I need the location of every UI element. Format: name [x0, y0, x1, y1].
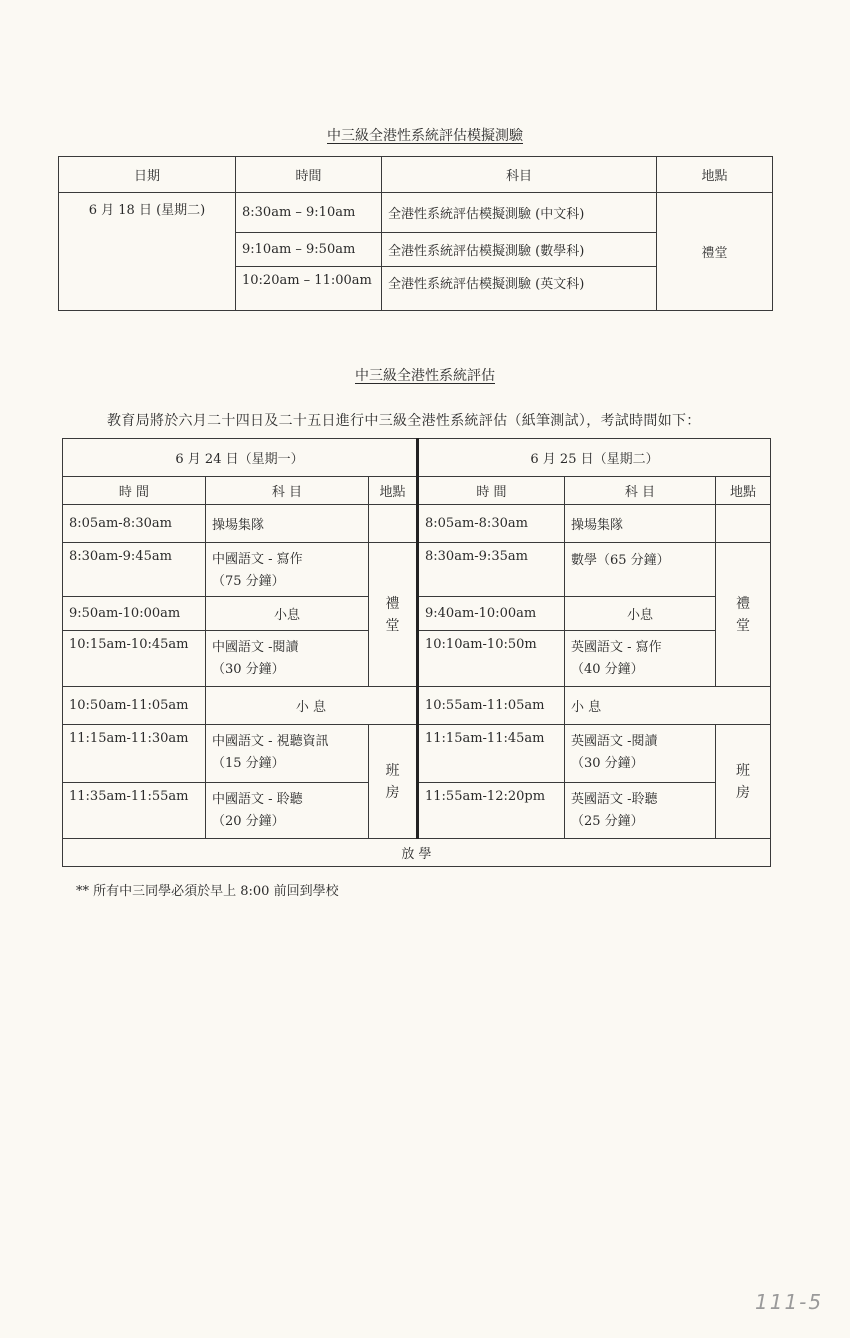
header-time: 時間	[236, 157, 382, 193]
day2-venue-class-2: 房	[736, 784, 750, 801]
header-venue: 地點	[657, 157, 773, 193]
day2-subject-5: 小 息	[565, 687, 771, 725]
day2-venue-hall-2: 堂	[736, 617, 750, 634]
day1-subject-7-line2: （20 分鐘）	[212, 814, 285, 829]
day1-time-2: 8:30am-9:45am	[63, 543, 206, 597]
mock-test-table	[58, 156, 773, 311]
day1-venue-hall-2: 堂	[385, 617, 400, 634]
day1-subject-4-line2: （30 分鐘）	[212, 662, 285, 677]
day2-subject-7-line1: 英國語文 -聆聽	[571, 792, 658, 807]
day1-time-6: 11:15am-11:30am	[63, 725, 206, 783]
mock-test-title: 中三級全港性系統評估模擬測驗	[327, 128, 523, 144]
assembly-note: ** 所有中三同學必須於早上 8:00 前回到學校	[76, 884, 339, 899]
day1-header-venue: 地點	[369, 477, 418, 505]
mock-venue: 禮堂	[657, 193, 773, 311]
day1-venue-class-1: 班	[385, 762, 400, 779]
mock-subject-1: 全港性系統評估模擬測驗 (中文科)	[382, 193, 657, 233]
dismissal-row: 放 學	[63, 839, 771, 867]
day1-subject-6-line1: 中國語文 - 視聽資訊	[212, 734, 329, 749]
mock-time-3: 10:20am – 11:00am	[236, 267, 382, 311]
day1-time-4: 10:15am-10:45am	[63, 631, 206, 687]
day1-venue-classroom	[369, 725, 418, 839]
day2-subject-7	[565, 783, 716, 839]
day2-subject-1: 操場集隊	[565, 505, 716, 543]
day1-subject-2-line2: （75 分鐘）	[212, 574, 285, 589]
day1-subject-6	[206, 725, 369, 783]
day1-venue-class-2: 房	[385, 784, 400, 801]
mock-subject-3: 全港性系統評估模擬測驗 (英文科)	[382, 267, 657, 311]
header-date: 日期	[59, 157, 236, 193]
day2-time-6: 11:15am-11:45am	[418, 725, 565, 783]
day1-subject-7-line1: 中國語文 - 聆聽	[212, 792, 303, 807]
day2-venue-class-1: 班	[736, 762, 750, 779]
day2-subject-4	[565, 631, 716, 687]
day1-header-time: 時 間	[63, 477, 206, 505]
day2-subject-6	[565, 725, 716, 783]
day1-subject-4-line1: 中國語文 -閱讀	[212, 640, 299, 655]
day2-subject-6-line2: （30 分鐘）	[571, 756, 644, 771]
day1-time-7: 11:35am-11:55am	[63, 783, 206, 839]
day1-subject-2	[206, 543, 369, 597]
day1-subject-3: 小息	[206, 597, 369, 631]
day2-venue-hall	[716, 543, 771, 687]
day2-header-venue: 地點	[716, 477, 771, 505]
day1-label: 6 月 24 日（星期一）	[63, 439, 418, 477]
tsa-schedule-table	[62, 438, 771, 867]
day2-subject-2: 數學（65 分鐘）	[565, 543, 716, 597]
mock-subject-2: 全港性系統評估模擬測驗 (數學科)	[382, 233, 657, 267]
tsa-title: 中三級全港性系統評估	[355, 368, 495, 384]
day2-header-time: 時 間	[418, 477, 565, 505]
day2-subject-7-line2: （25 分鐘）	[571, 814, 644, 829]
day1-subject-4	[206, 631, 369, 687]
day2-time-2: 8:30am-9:35am	[418, 543, 565, 597]
day1-time-3: 9:50am-10:00am	[63, 597, 206, 631]
day1-venue-hall	[369, 543, 418, 687]
mock-time-2: 9:10am – 9:50am	[236, 233, 382, 267]
day1-subject-5: 小 息	[206, 687, 418, 725]
day1-subject-7	[206, 783, 369, 839]
handwritten-page-number: 111-5	[755, 1290, 824, 1314]
header-subject: 科目	[382, 157, 657, 193]
day2-label: 6 月 25 日（星期二）	[418, 439, 771, 477]
mock-time-1: 8:30am – 9:10am	[236, 193, 382, 233]
day2-venue-hall-1: 禮	[736, 595, 750, 612]
day1-time-5: 10:50am-11:05am	[63, 687, 206, 725]
day1-header-subject: 科 目	[206, 477, 369, 505]
day2-venue-empty	[716, 505, 771, 543]
day1-subject-6-line2: （15 分鐘）	[212, 756, 285, 771]
day2-time-3: 9:40am-10:00am	[418, 597, 565, 631]
day2-subject-4-line1: 英國語文 - 寫作	[571, 640, 662, 655]
day2-header-subject: 科 目	[565, 477, 716, 505]
day2-time-4: 10:10am-10:50m	[418, 631, 565, 687]
day2-time-1: 8:05am-8:30am	[418, 505, 565, 543]
day2-time-5: 10:55am-11:05am	[418, 687, 565, 725]
day1-subject-2-line1: 中國語文 - 寫作	[212, 552, 303, 567]
day2-time-7: 11:55am-12:20pm	[418, 783, 565, 839]
day2-venue-classroom	[716, 725, 771, 839]
day1-time-1: 8:05am-8:30am	[63, 505, 206, 543]
day2-subject-3: 小息	[565, 597, 716, 631]
day1-venue-hall-1: 禮	[385, 595, 400, 612]
day2-subject-4-line2: （40 分鐘）	[571, 662, 644, 677]
day2-subject-6-line1: 英國語文 -閱讀	[571, 734, 658, 749]
tsa-intro: 教育局將於六月二十四日及二十五日進行中三級全港性系統評估（紙筆測試），考試時間如下：	[107, 413, 701, 429]
day1-subject-1: 操場集隊	[206, 505, 369, 543]
mock-date: 6 月 18 日 (星期二)	[59, 193, 236, 311]
day1-venue-empty	[369, 505, 418, 543]
